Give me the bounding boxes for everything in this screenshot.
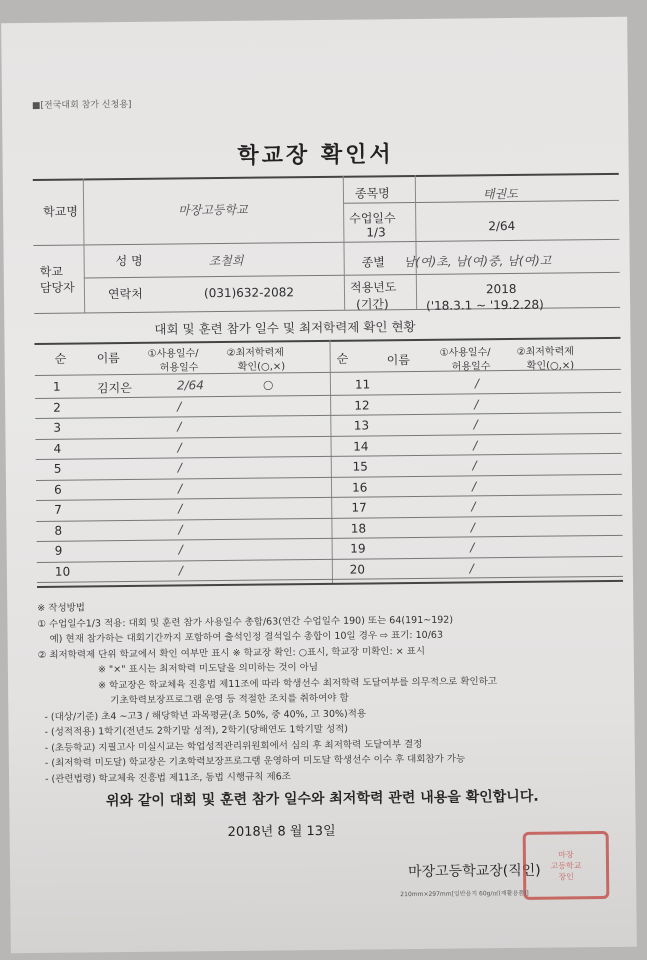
row-no-right: 18 [350, 521, 367, 536]
teacher-label: 학교 [39, 264, 64, 279]
confirmation-text: 위와 같이 대회 및 훈련 참가 일수와 최저학력 관련 내용을 확인합니다. [105, 788, 539, 810]
note-line: ① 수업일수1/3 적용: 대회 및 훈련 참가 사용일수 총합/63(연간 수업일수 190) 또는 64(191~192) [37, 614, 454, 630]
days-value: 2/64 [488, 218, 516, 234]
row-days-right: / [471, 478, 477, 493]
info-divider [415, 175, 417, 309]
year-label: 적용년도 [349, 280, 397, 295]
official-seal [523, 831, 610, 900]
col-name: 이름 [96, 351, 120, 366]
section-title: 대회 및 훈련 참가 일수 및 최저학력제 확인 현황 [154, 318, 416, 337]
row-days-right: / [469, 560, 474, 575]
days-sub: 1/3 [366, 225, 386, 240]
row-days-right: / [473, 437, 478, 452]
col-min-right-2: 확인(○,×) [526, 360, 575, 372]
date-text: 2018년 8 월 13일 [227, 823, 336, 840]
note-line: ※ 학교장은 학교체육 진흥법 제11조에 따라 학생선수 최저학력 도달여부를 의무적으로 확인하고 [98, 675, 498, 691]
row-no-right: 19 [350, 541, 366, 556]
note-line: - (관련법령) 학교체육 진흥법 제11조, 동법 시행규칙 제6조 [45, 770, 291, 785]
table-center-divider [329, 340, 333, 583]
table-row-line [35, 432, 621, 439]
row-days-right: / [474, 376, 480, 391]
row-days: / [177, 439, 182, 454]
document-title: 학교장 확인서 [237, 142, 394, 169]
name-label: 성 명 [115, 253, 143, 269]
row-no-right: 12 [354, 397, 370, 413]
col-days-right-2: 허용일수 [451, 361, 491, 373]
seal-mark: 마장 고등학교 장인 [550, 849, 582, 882]
row-days: / [177, 480, 183, 495]
table-header-line [35, 369, 621, 376]
col-days-right: ①사용일수/ [439, 347, 491, 359]
row-days: 2/64 [176, 378, 204, 393]
teacher-label-2: 담당자 [39, 280, 75, 295]
table-row-line [36, 494, 622, 501]
note-line: - (최저학력 미도달) 학교장은 기초학력보장프로그램 운영하여 미도달 학생선수 이수 후 대회참가 가능 [44, 753, 466, 769]
paper-spec: 210mm×297mm[일반용지 60g/㎡(재활용품)] [400, 889, 529, 899]
table-row-line [35, 412, 621, 419]
row-days: / [178, 501, 183, 516]
sport-value: 태권도 [482, 186, 518, 202]
row-no-right: 13 [353, 418, 370, 433]
contact-label: 연락처 [107, 286, 143, 302]
col-min: ②최저학력제 [226, 347, 284, 359]
notes-block [37, 595, 629, 787]
year-sub: (기간) [356, 297, 389, 312]
row-name: 김지은 [96, 380, 132, 396]
row-days: / [177, 419, 182, 434]
row-days: / [177, 398, 182, 413]
period-value: ('18.3.1 ~ '19.2.28) [426, 297, 544, 313]
note-line: - (초등학교) 지필고사 미실시교는 학업성적관리위원회에서 심의 후 최저학력 도달여부 결정 [44, 738, 423, 754]
note-line: ※ 작성방법 [37, 602, 86, 614]
table-row-line [36, 453, 622, 460]
col-name-right: 이름 [386, 353, 410, 368]
school-label: 학교명 [43, 204, 78, 219]
row-no: 9 [54, 543, 63, 558]
row-days-right: / [470, 519, 475, 534]
row-no: 10 [54, 564, 71, 579]
contact-value: (031)632-2082 [203, 285, 295, 301]
row-no: 8 [54, 523, 63, 538]
row-days: / [178, 562, 184, 577]
row-no-right: 16 [351, 479, 368, 495]
table-row-line [36, 473, 622, 480]
row-days: / [178, 521, 183, 536]
row-no: 4 [53, 441, 62, 456]
table-row-line [36, 514, 622, 521]
gender-label: 종별 [361, 255, 385, 270]
note-line: - (성적적용) 1학기(전년도 2학기말 성적), 2학기(당해연도 1학기말 성적) [44, 723, 349, 738]
row-no: 3 [53, 420, 62, 435]
sport-label: 종목명 [354, 186, 390, 201]
year-value: 2018 [485, 281, 517, 297]
info-divider [343, 176, 345, 310]
row-no-right: 20 [349, 562, 366, 577]
school-value: 마장고등학교 [178, 202, 248, 218]
note-line: 기초학력보장프로그램 운영 등 적절한 조치를 취하여야 함 [110, 692, 349, 707]
row-no-right: 14 [353, 438, 369, 454]
document-page [1, 17, 637, 954]
row-days-right: / [474, 396, 479, 411]
row-days-right: / [472, 458, 477, 473]
row-no-right: 11 [354, 377, 371, 392]
info-line [84, 272, 620, 279]
col-days: ①사용일수/ [147, 348, 199, 360]
row-no-right: 17 [351, 500, 367, 515]
info-line [33, 239, 619, 246]
row-days-right: / [470, 540, 475, 555]
col-min-right: ②최저학력제 [516, 346, 574, 358]
name-value: 조철희 [208, 253, 244, 269]
col-no: 순 [54, 351, 67, 366]
col-days-2: 허용일수 [159, 362, 199, 374]
principal-signature-line: 마장고등학교장(직인) [407, 862, 541, 881]
row-days: / [177, 460, 182, 475]
gender-value: 남(여)초, 남(여)중, 남(여)고 [403, 253, 552, 270]
row-no-right: 15 [352, 459, 368, 474]
table-row-line [37, 535, 623, 542]
row-no: 1 [52, 379, 61, 394]
row-mark: ○ [262, 377, 274, 392]
info-top-line [33, 173, 619, 181]
col-min-2: 확인(○,×) [237, 361, 286, 373]
row-no: 2 [53, 400, 61, 415]
table-row-line [37, 555, 623, 562]
row-no: 5 [53, 461, 62, 476]
days-label: 수업일수 [349, 211, 396, 226]
header-tag: ■[전국대회 참가 신청용] [31, 99, 132, 111]
row-days: / [178, 542, 183, 557]
note-line: - (대상/기준) 초4 ~고3 / 해당학년 과목평균(초 50%, 중 40%, 고 30%)적용 [44, 708, 367, 723]
row-days-right: / [471, 499, 476, 514]
row-days-right: / [473, 417, 478, 432]
col-no-right: 순 [336, 351, 349, 366]
note-line: 예) 현재 참가하는 대회기간까지 포함하여 출석인정 결석일수 총합이 10일 경우 ⇨ 표기: 10/63 [49, 629, 444, 645]
row-no: 7 [54, 502, 62, 517]
note-line: ※ "×" 표시는 최저학력 미도달을 의미하는 것이 아님 [97, 662, 319, 676]
row-no: 6 [53, 482, 62, 497]
note-line: ② 최저학력제 단위 학교에서 확인 여부만 표시 ※ 학교장 확인: ○표시, 학교장 미확인: × 표시 [37, 645, 426, 661]
